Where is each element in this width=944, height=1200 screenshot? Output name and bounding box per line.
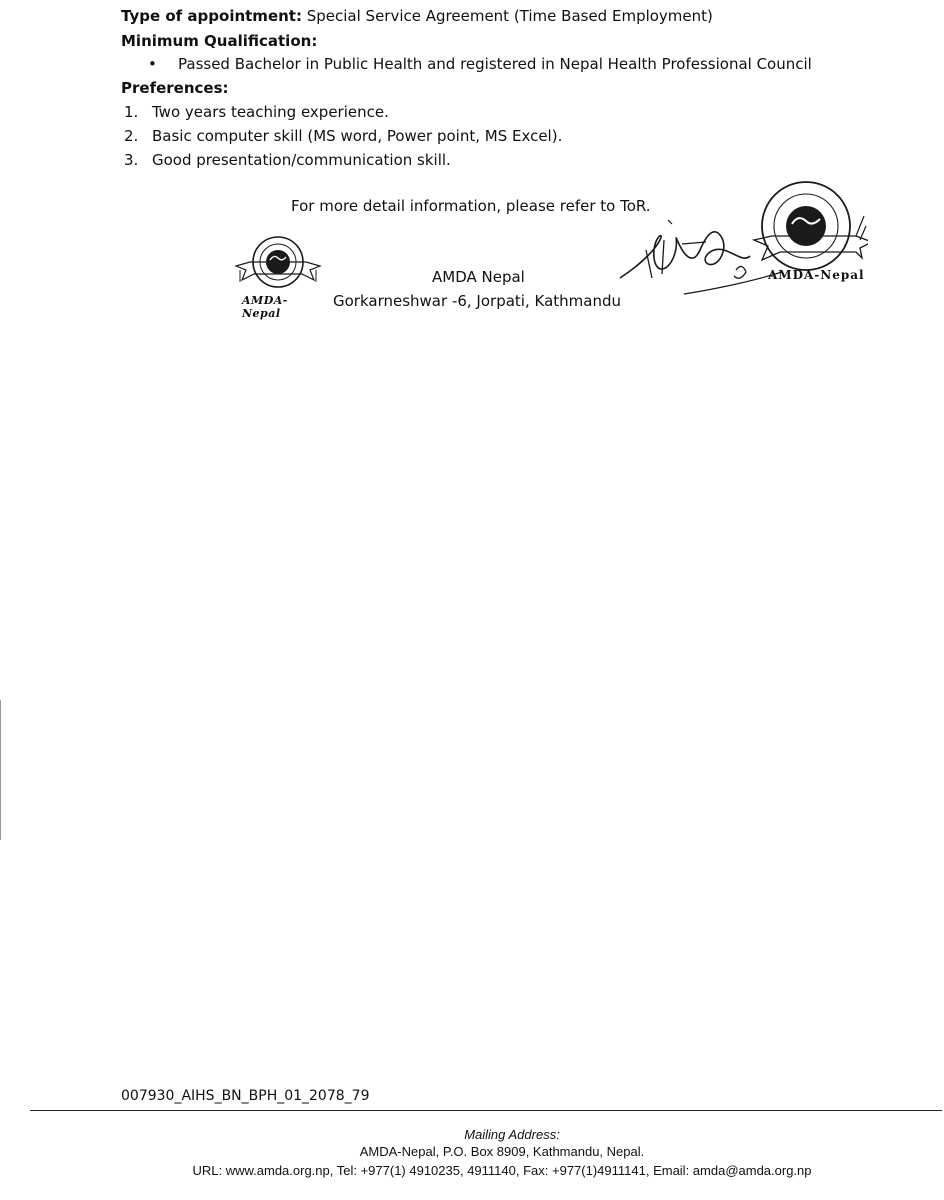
amda-stamp-large	[748, 178, 868, 286]
contact-info-line: URL: www.amda.org.np, Tel: +977(1) 4910235, 4911140, Fax: +977(1)4911141, Email: amda@amda.org.np	[192, 1163, 812, 1178]
preferences-heading: Preferences:	[121, 79, 229, 97]
tor-reference-note: For more detail information, please refer to ToR.	[291, 197, 651, 215]
preference-item: Two years teaching experience.	[152, 103, 389, 121]
organization-address: Gorkarneshwar -6, Jorpati, Kathmandu	[333, 292, 621, 310]
preference-number: 2.	[124, 127, 139, 145]
bullet-marker: •	[148, 55, 157, 73]
organization-name: AMDA Nepal	[432, 268, 525, 286]
appointment-value: Special Service Agreement (Time Based Employment)	[301, 7, 713, 25]
reference-code: 007930_AIHS_BN_BPH_01_2078_79	[121, 1088, 370, 1104]
preference-item: Basic computer skill (MS word, Power point, MS Excel).	[152, 127, 563, 145]
amda-stamp-small	[232, 234, 324, 320]
appointment-label: Type of appointment:	[121, 7, 302, 25]
appointment-line	[121, 6, 713, 26]
qualification-heading: Minimum Qualification:	[121, 32, 318, 50]
footer-divider	[30, 1110, 942, 1111]
mailing-address-line: AMDA-Nepal, P.O. Box 8909, Kathmandu, Nepal.	[359, 1144, 645, 1159]
mailing-address-title: Mailing Address:	[464, 1127, 560, 1142]
qualification-item: Passed Bachelor in Public Health and registered in Nepal Health Professional Council	[178, 55, 812, 73]
preference-number: 3.	[124, 151, 139, 169]
stamp-large-text: AMDA-Nepal	[768, 268, 865, 282]
scan-edge-mark	[0, 700, 1, 840]
preference-number: 1.	[124, 103, 139, 121]
preference-item: Good presentation/communication skill.	[152, 151, 451, 169]
stamp-small-text: AMDA-Nepal	[242, 294, 288, 320]
